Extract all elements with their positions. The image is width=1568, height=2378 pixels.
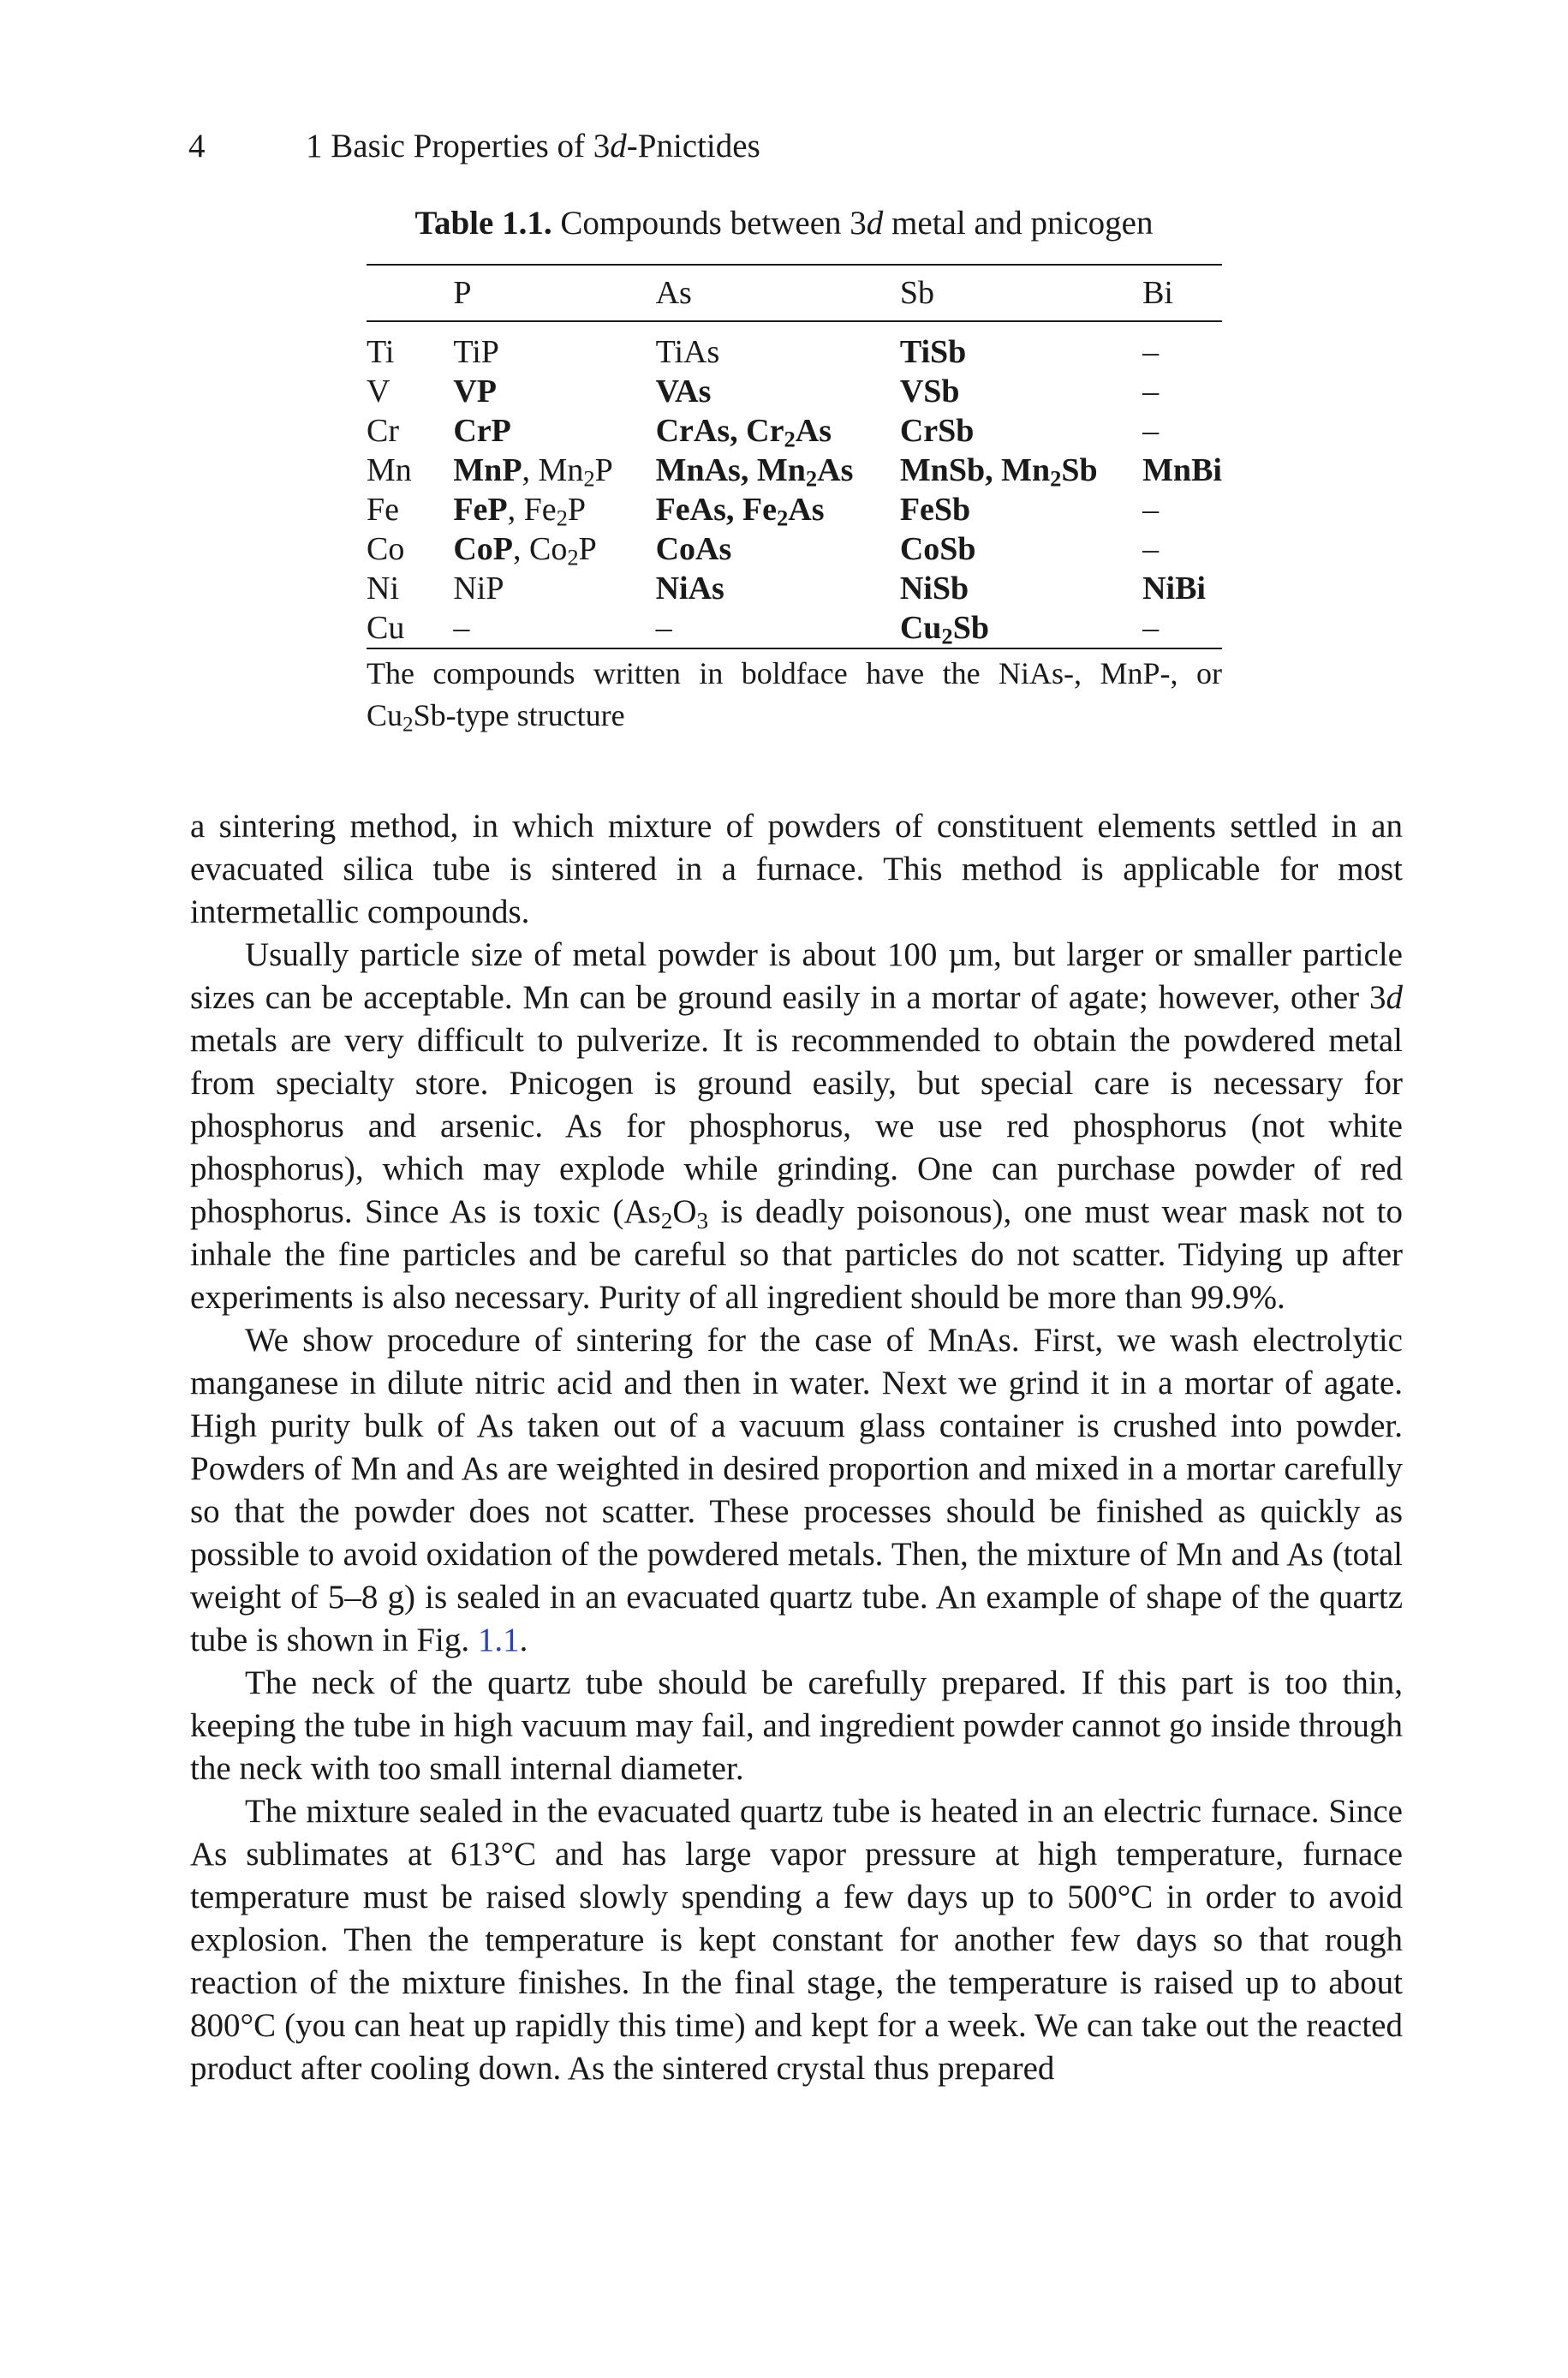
table-footnote xyxy=(367,653,1222,737)
running-title: 1 Basic Properties of 3d-Pnictides xyxy=(306,128,760,164)
paragraph: The neck of the quartz tube should be carefully prepared. If this part is too thin, keeping the tube in high vacuum may fail, and ingredient powder cannot go inside through the neck with too small internal diameter. xyxy=(190,1664,1403,1787)
cell-sb: MnSb, $Mn_2Sb$ xyxy=(899,452,1098,492)
row-element-cell: Mn xyxy=(367,452,412,488)
cell-as: CrAs, $Cr_2As$ xyxy=(655,413,832,452)
cell-bi: – xyxy=(1142,608,1222,648)
table-footnote-text: The compounds written in boldface have the NiAs-, MnP-, or $Cu_2Sb$-type structure xyxy=(367,656,1222,737)
cell-bi: – xyxy=(1142,413,1160,449)
row-element-cell: Fe xyxy=(367,492,399,528)
row-element-cell: V xyxy=(367,373,391,409)
row-element-cell: Co xyxy=(367,531,405,567)
figure-link[interactable]: 1.1 xyxy=(477,1622,520,1658)
cell-sb: NiSb xyxy=(899,571,969,606)
header-cell xyxy=(367,265,453,321)
cell-as: – xyxy=(656,608,900,648)
header-cell-bi: Bi xyxy=(1142,265,1222,321)
table-row xyxy=(367,451,1222,490)
row-element-cell: Cr xyxy=(367,413,399,449)
row-element-cell: Cu xyxy=(367,608,453,648)
paragraph: The mixture sealed in the evacuated quartz tube is heated in an electric furnace. Since As sublimates at 613°C and has large vapor pressure at high temperature, furnace temperature must be raised slowly spending a few days up to 500°C in order to avoid explosion. Then the temperature is kept constant for another few days so that rough reaction of the mixture finishes. In the final stage, the temperature is raised up to about 800°C (you can heat up rapidly this time) and kept for a week. We can take out the reacted product after cooling down. As the sintered crystal thus prepared xyxy=(190,1793,1403,2087)
cell-p: FeP, $Fe_2P$ xyxy=(453,492,587,531)
cell-sb: VSb xyxy=(899,373,960,409)
cell-as: TiAs xyxy=(655,334,720,370)
cell-sb: FeSb xyxy=(899,492,971,528)
cell-p: MnP, $Mn_2P$ xyxy=(453,452,613,492)
table-row xyxy=(367,569,1222,608)
table-caption xyxy=(0,204,1568,242)
cell-sb: CrSb xyxy=(899,413,975,449)
header-cell-as: As xyxy=(656,265,900,321)
table-body xyxy=(367,321,1222,648)
cell-p: – xyxy=(453,608,655,648)
table-row xyxy=(367,529,1222,569)
cell-as: MnAs, $Mn_2As$ xyxy=(655,452,854,492)
cell-bi: – xyxy=(1142,373,1160,409)
cell-bi: MnBi xyxy=(1142,452,1222,488)
table-row xyxy=(367,372,1222,411)
table-caption-text: Compounds between 3d metal and pnicogen xyxy=(560,205,1154,242)
paragraph: Usually particle size of metal powder is about 100 µm, but larger or smaller particle sizes can be acceptable. Mn can be ground easily in a mortar of agate; however, other 3d metals are very difficult to pulverize. It is recommended to obtain the powdered metal from specialty store. Pnicogen is ground easily, but special care is necessary for phosphorus and arsenic. As for phosphorus, we use red phosphorus (not white phosphorus), which may explode while grinding. One can purchase powder of red phosphorus. Since As is toxic ($As_2O_3$ is deadly poisonous), one must wear mask not to inhale the fine particles and be careful so that particles do not scatter. Tidying up after experiments is also necessary. Purity of all ingredient should be more than 99.9%. xyxy=(190,936,1404,1316)
cell-bi: – xyxy=(1142,531,1160,567)
header-cell-p: P xyxy=(453,265,655,321)
table-row xyxy=(367,321,1222,372)
cell-as: VAs xyxy=(655,373,712,409)
cell-sb: CoSb xyxy=(899,531,976,567)
body-text xyxy=(190,805,1403,2090)
compounds-table xyxy=(367,264,1222,649)
cell-as: FeAs, $Fe_2As$ xyxy=(655,492,825,531)
cell-bi: – xyxy=(1142,334,1160,370)
row-element-cell: Ti xyxy=(367,334,395,370)
cell-sb: TiSb xyxy=(899,334,967,370)
cell-p: CoP, $Co_2P$ xyxy=(453,531,597,571)
cell-p: CrP xyxy=(453,413,511,449)
cell-bi: NiBi xyxy=(1142,571,1206,606)
cell-as: NiAs xyxy=(655,571,724,606)
page-number: 4 xyxy=(188,128,206,164)
table-row xyxy=(367,411,1222,451)
table-row xyxy=(367,608,1222,648)
cell-p: VP xyxy=(453,373,497,409)
cell-as: CoAs xyxy=(655,531,732,567)
cell-sb: $Cu_2Sb$ xyxy=(900,608,1142,648)
cell-p: TiP xyxy=(453,334,499,370)
cell-p: NiP xyxy=(453,571,504,606)
row-element-cell: Ni xyxy=(367,571,399,606)
paragraph: We show procedure of sintering for the case of MnAs. First, we wash electrolytic manganese in dilute nitric acid and then in water. Next we grind it in a mortar of agate. High purity bulk of As taken out of a vacuum glass container is crushed into powder. Powders of Mn and As are weighted in desired proportion and mixed in a mortar carefully so that the powder does not scatter. These processes should be finished as quickly as possible to avoid oxidation of the powdered metals. Then, the mixture of Mn and As (total weight of 5–8 g) is sealed in an evacuated quartz tube. An example of shape of the quartz tube is shown in Fig. 1.1. xyxy=(190,1322,1403,1658)
paragraph: a sintering method, in which mixture of powders of constituent elements settled in an evacuated silica tube is sintered in a furnace. This method is applicable for most intermetallic compounds. xyxy=(190,808,1403,930)
table-row xyxy=(367,490,1222,529)
table-caption-label: Table 1.1. xyxy=(414,205,552,242)
table-header-row xyxy=(367,265,1222,321)
header-cell-sb: Sb xyxy=(900,265,1142,321)
cell-bi: – xyxy=(1142,492,1160,528)
